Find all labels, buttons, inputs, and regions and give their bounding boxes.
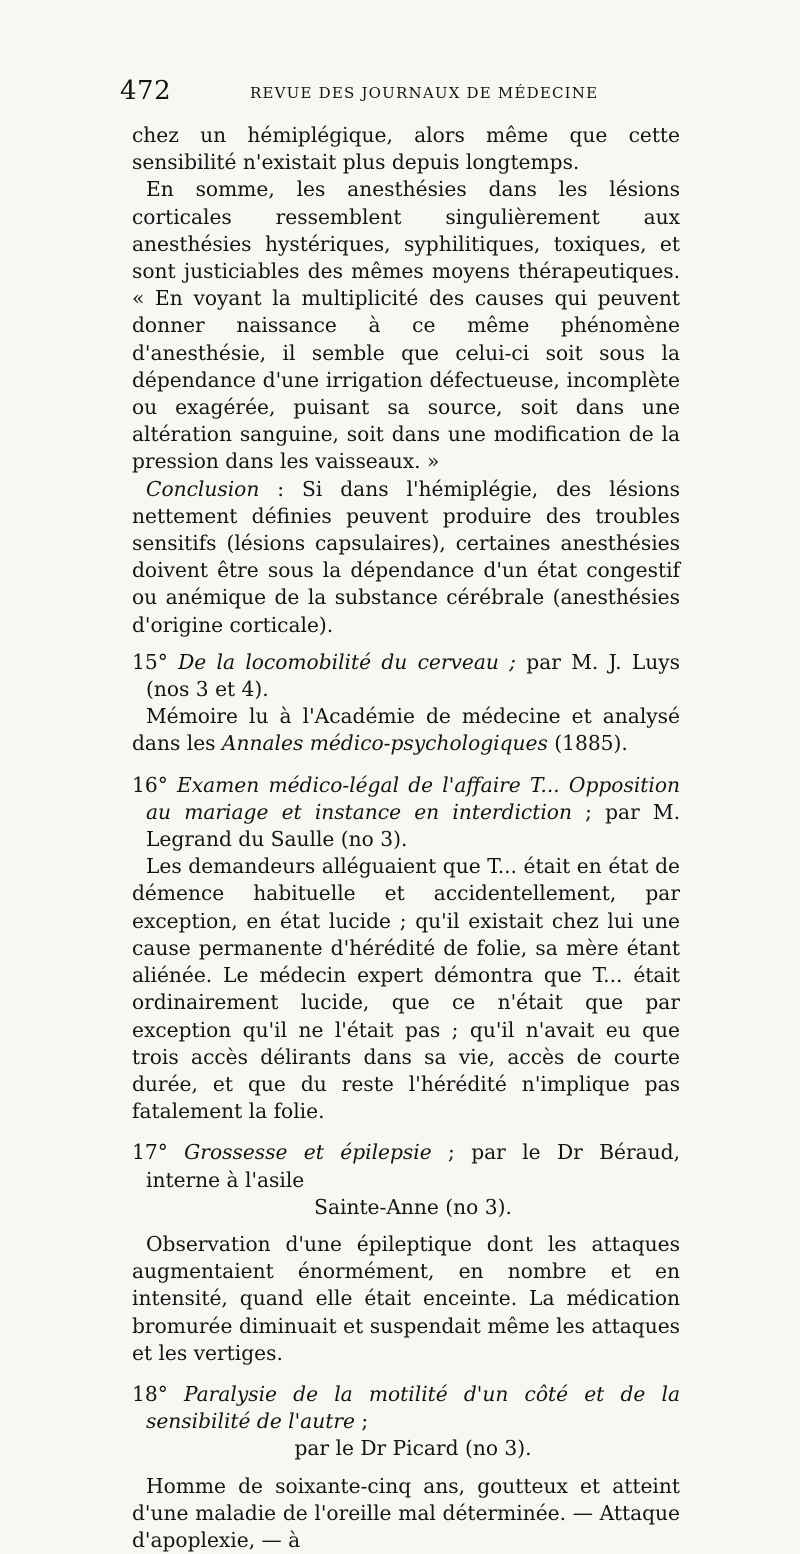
entry-16-title: Examen médico-légal de l'affaire T... Opposition au mariage et instance en interdiction xyxy=(146,772,681,824)
entry-15-journal: Annales médico-psychologiques xyxy=(221,731,548,756)
entry-18-number: 18° xyxy=(132,1381,184,1406)
page-header xyxy=(120,76,680,110)
entry-17-author: ; par le Dr Béraud, interne à l'asile xyxy=(146,1140,681,1192)
entry-17-body: Observation d'une épileptique dont les attaques augmentaient énormément, en nombre et en intensité, quand elle était enceinte. La médication bromurée diminuait et suspendait même les attaques et les vertiges. xyxy=(132,1231,680,1365)
page-number: 472 xyxy=(120,76,172,106)
entry-16-number: 16° xyxy=(132,772,177,797)
running-head: REVUE DES JOURNAUX DE MÉDECINE xyxy=(250,84,599,102)
entry-17-title: Grossesse et épilepsie xyxy=(184,1140,432,1165)
entry-18-body: Homme de soixante-cinq ans, goutteux et atteint d'une maladie de l'oreille mal déterminée. — Attaque d'apoplexie, — à xyxy=(132,1473,680,1552)
entry-15-title: De la locomobilité du cerveau ; xyxy=(178,649,516,674)
paragraph-continuation: chez un hémiplégique, alors même que cette sensibilité n'existait plus depuis longtemps. xyxy=(132,123,680,175)
conclusion-text: : Si dans l'hémiplégie, des lésions nettement définies peuvent produire des troubles sensitifs (lésions capsulaires), certaines anesthésies doivent être sous la dépendance d'un état congestif ou anémique de la substance cérébrale (anesthésies d'origine corticale). xyxy=(132,476,680,637)
paragraph-conclusion xyxy=(132,476,680,639)
paragraph-summary: En somme, les anesthésies dans les lésions corticales ressemblent singulièrement aux anesthésies hystériques, syphilitiques, toxiques, et sont justiciables des mêmes moyens thérapeutiques. « En voyant la multiplicité des causes qui peuvent donner naissance à ce même phénomène d'anesthésie, il semble que celui-ci soit sous la dépendance d'une irrigation défectueuse, incomplète ou exagérée, puisant sa source, soit dans une altération sanguine, soit dans une modification de la pression dans les vaisseaux. » xyxy=(132,177,680,474)
entry-18-heading xyxy=(132,1381,680,1463)
entry-16-body: Les demandeurs alléguaient que T... était en état de démence habituelle et accidentellement, par exception, en état lucide ; qu'il existait chez lui une cause permanente d'hérédité de folie, sa mère étant aliénée. Le médecin expert démontra que T... était ordinairement lucide, que ce n'était que par exception qu'il ne l'était pas ; qu'il n'avait eu que trois accès délirants dans sa vie, accès de courte durée, et que du reste l'hérédité n'implique pas fatalement la folie. xyxy=(132,854,680,1124)
entry-15-body xyxy=(132,703,680,757)
entry-15-number: 15° xyxy=(132,649,179,674)
entry-17-heading xyxy=(132,1139,680,1221)
entry-16-author: ; par M. Legrand du Saulle (no 3). xyxy=(146,799,680,852)
entry-17-author-line-2: Sainte-Anne (no 3). xyxy=(314,1194,512,1219)
page-body xyxy=(132,122,680,1554)
entry-18-separator: ; xyxy=(354,1409,369,1434)
entry-16-heading xyxy=(132,772,680,854)
entry-17-number: 17° xyxy=(132,1140,185,1165)
conclusion-label: Conclusion xyxy=(146,476,260,501)
entry-15-heading xyxy=(132,649,680,703)
entry-18-author: par le Dr Picard (no 3). xyxy=(294,1436,532,1461)
entry-15-text-a: Mémoire lu à l'Académie de médecine et analysé dans les xyxy=(132,704,680,756)
entry-15-text-b: (1885). xyxy=(547,731,628,756)
entry-18-title: Paralysie de la motilité d'un côté et de la sensibilité de l'autre xyxy=(146,1381,680,1434)
entry-15-author: par M. J. Luys (nos 3 et 4). xyxy=(146,649,681,702)
